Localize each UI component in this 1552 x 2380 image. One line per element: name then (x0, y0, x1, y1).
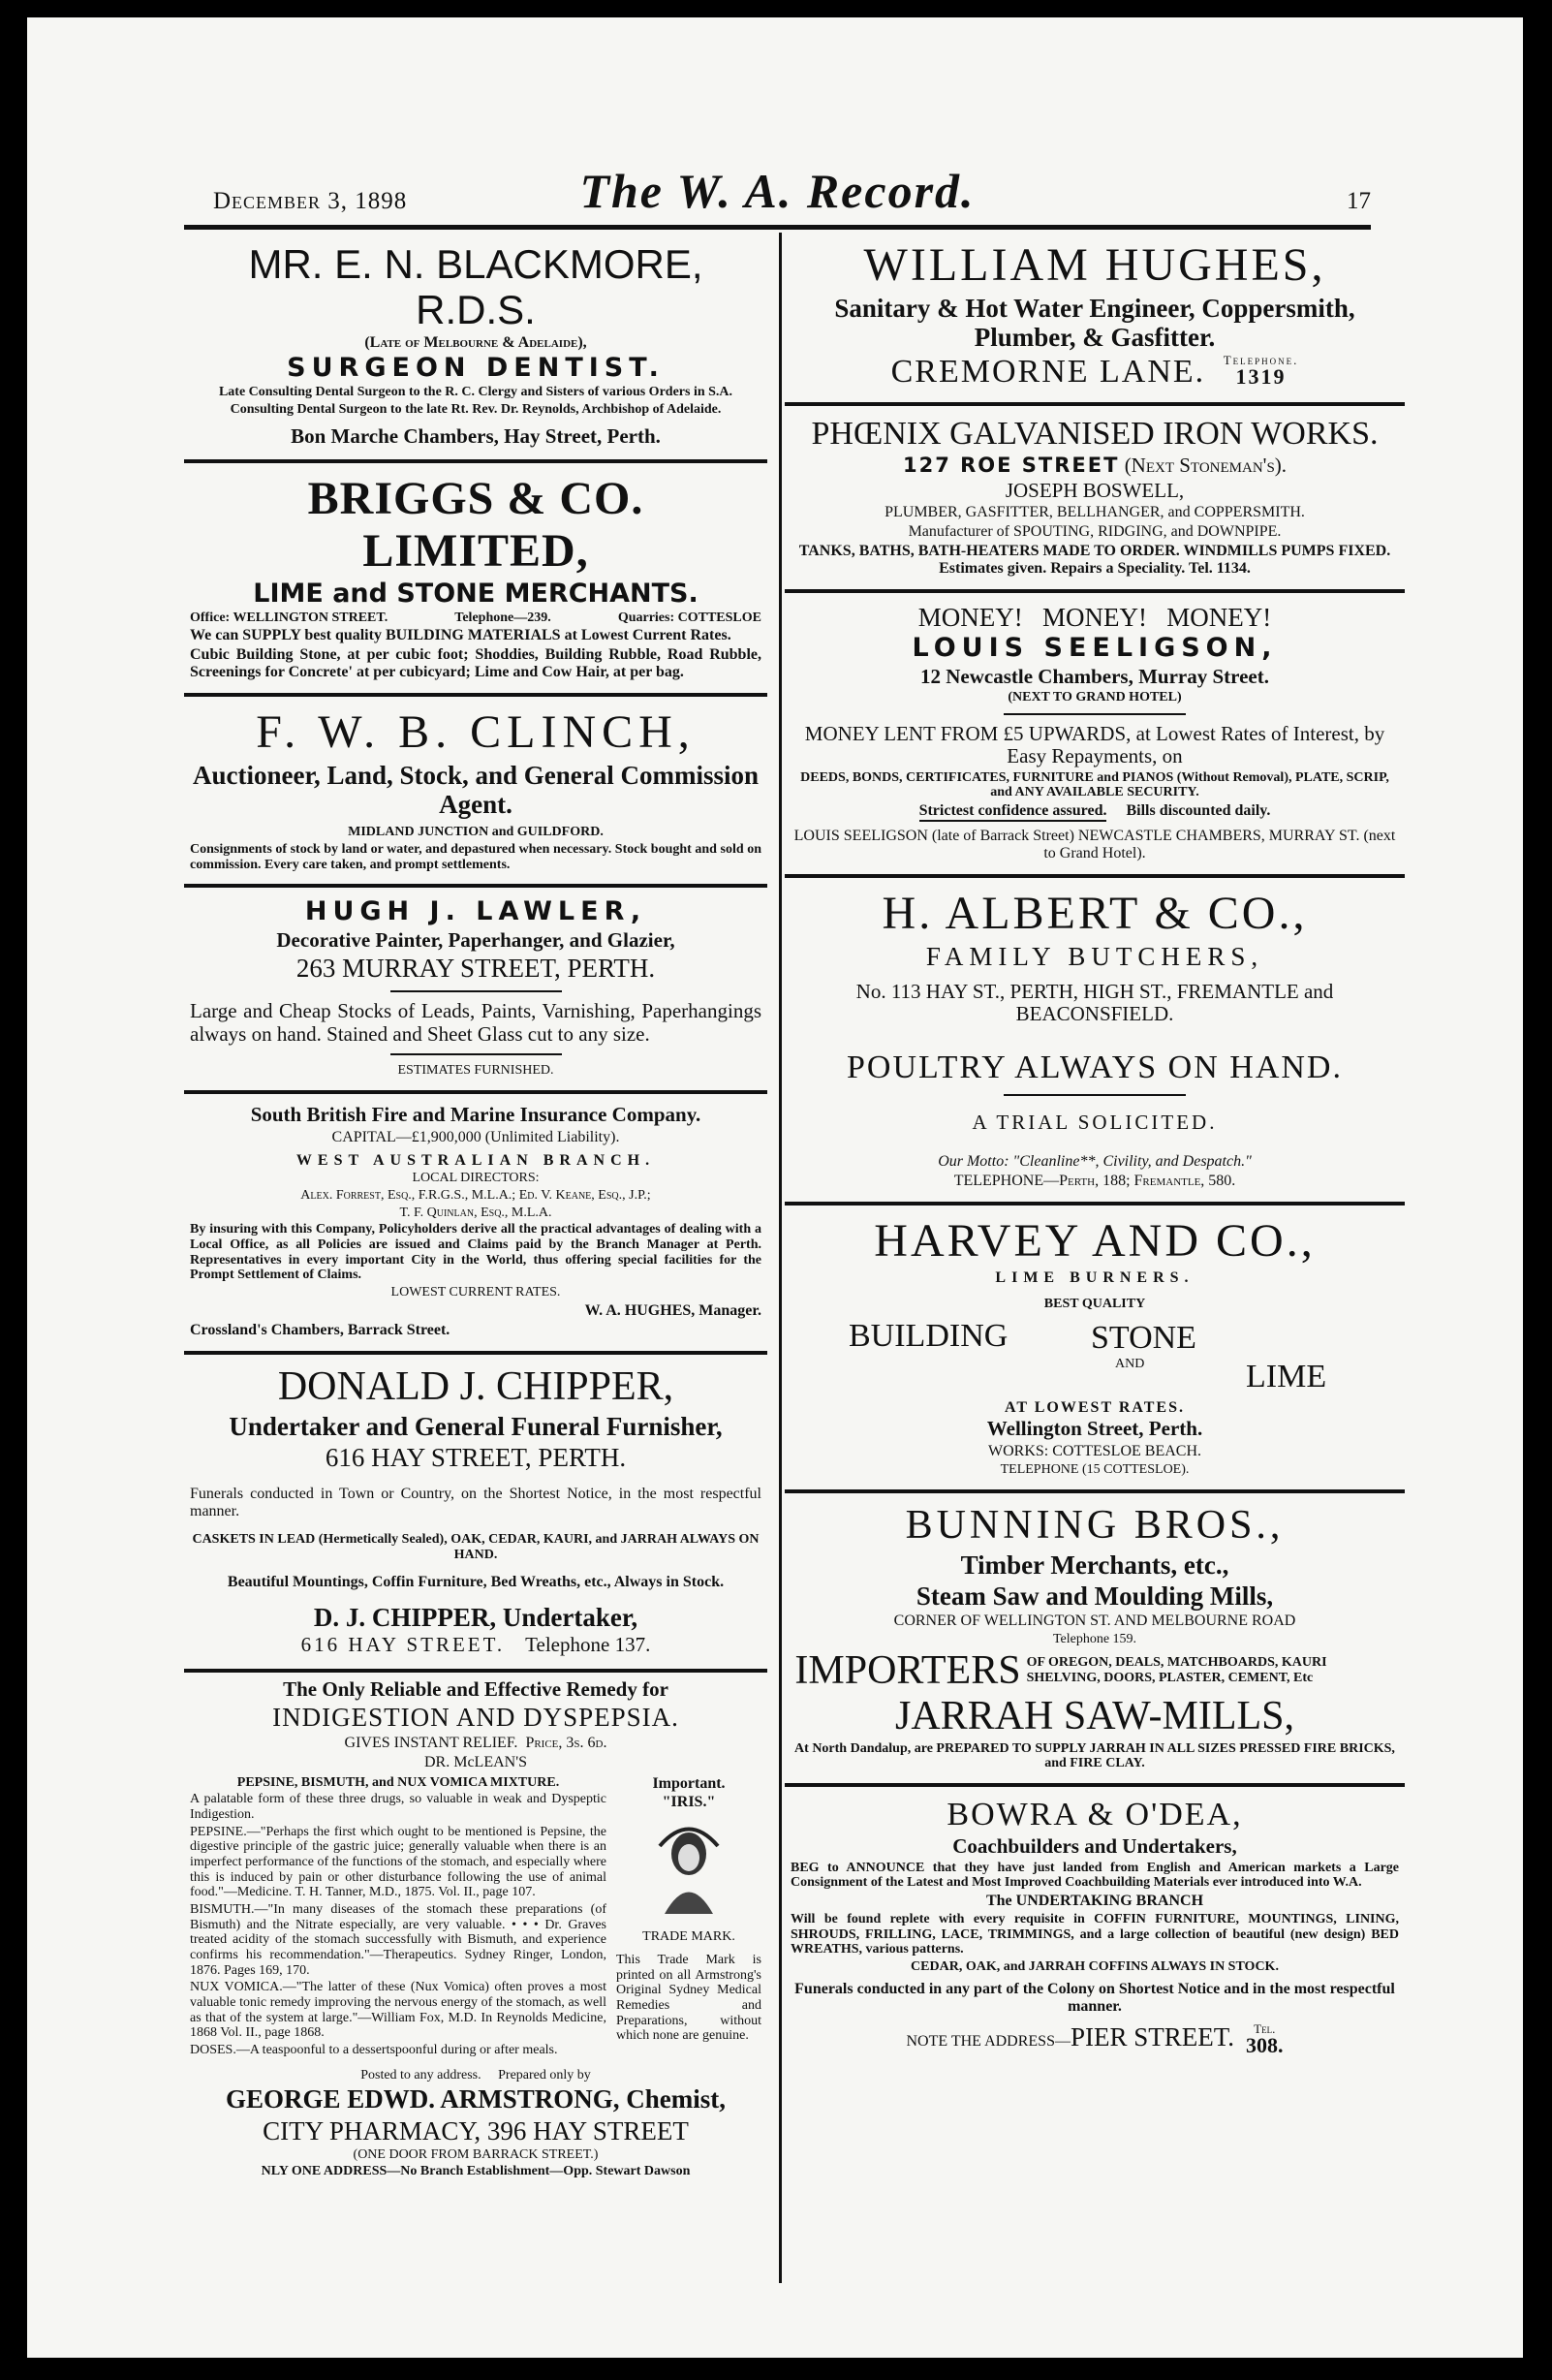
ad-remedy-pharmacy: CITY PHARMACY, 396 HAY STREET (263, 2115, 689, 2145)
ad-albert-sub: FAMILY BUTCHERS, (925, 941, 1264, 971)
ad-bowra-tel: 308. (1246, 2033, 1284, 2058)
ad-insurance-dir2: T. F. Quinlan, Esq., M.L.A. (399, 1205, 552, 1220)
ad-harvey-stone: STONE (1091, 1319, 1196, 1356)
column-divider (779, 233, 782, 2283)
ad-blackmore-address: Bon Marche Chambers, Hay Street, Perth. (291, 423, 661, 448)
ad-briggs-name: BRIGGS & CO. LIMITED, (307, 473, 644, 577)
ad-lawler-sub: Decorative Painter, Paperhanger, and Glazier, (276, 927, 675, 952)
ad-remedy-relief-line (190, 1735, 761, 1752)
ad-money-strict-line (791, 802, 1399, 822)
ad-remedy-trademark: TRADE MARK. (642, 1929, 735, 1945)
ad-albert-rule (1004, 1094, 1186, 1096)
ad-remedy-relief: GIVES INSTANT RELIEF. (344, 1734, 518, 1751)
ad-remedy-iris: "IRIS." (662, 1794, 716, 1811)
ad-briggs-quarries: Quarries: COTTESLOE (617, 610, 761, 625)
ad-briggs-sub: LIME and STONE MERCHANTS. (253, 578, 698, 609)
ad-harvey-name: HARVEY AND CO., (874, 1215, 1316, 1268)
ad-chipper-address: 616 HAY STREET, PERTH. (325, 1442, 627, 1472)
ad-clinch-sub: Auctioneer, Land, Stock, and General Commission Agent. (192, 760, 760, 820)
ad-harvey (785, 1206, 1405, 1492)
ad-hughes-address: CREMORNE LANE. (890, 354, 1206, 391)
ad-chipper (184, 1355, 767, 1673)
ad-chipper-caskets: CASKETS IN LEAD (Hermetically Sealed), OAK, CEDAR, KAURI, and JARRAH ALWAYS ON HAND. (192, 1531, 760, 1562)
ad-bunning (785, 1493, 1405, 1788)
ad-harvey-rates: AT LOWEST RATES. (1005, 1398, 1185, 1416)
ad-remedy-mixture: PEPSINE, BISMUTH, and NUX VOMICA MIXTURE. (236, 1774, 560, 1790)
ad-insurance-chambers: Crossland's Chambers, Barrack Street. (190, 1321, 450, 1338)
ad-bunning-name: BUNNING BROS., (905, 1502, 1285, 1548)
ad-blackmore (184, 237, 767, 463)
ad-remedy-doctor: DR. McLEAN'S (424, 1753, 527, 1770)
ad-phoenix-owner: JOSEPH BOSWELL, (1005, 478, 1185, 502)
ad-remedy-prepared: Prepared only by (498, 2067, 591, 2082)
ad-insurance-dir1: Alex. Forrest, Esq., F.R.G.S., M.L.A.; Ed. V. Keane, Esq., J.P.; (300, 1188, 651, 1204)
ad-harvey-works: WORKS: COTTESLOE BEACH. (988, 1442, 1201, 1459)
ad-clinch-name: F. W. B. CLINCH, (256, 706, 696, 759)
ad-briggs-contact (190, 611, 761, 626)
ad-money-deeds: DEEDS, BONDS, CERTIFICATES, FURNITURE and PIANOS (Without Removal), PLATE, SCRIP, and ANY AVAILABLE SECURITY. (800, 769, 1389, 800)
ad-chipper-sig-tel: Telephone 137. (525, 1633, 651, 1657)
ad-albert (785, 878, 1405, 1206)
ad-money-footer: LOUIS SEELIGSON (late of Barrack Street) NEWCASTLE CHAMBERS, MURRAY ST. (next to Grand Hotel). (793, 827, 1396, 861)
ad-harvey-sub: LIME BURNERS. (995, 1268, 1195, 1286)
ad-remedy-posted: Posted to any address. (360, 2067, 481, 2082)
ad-remedy-sidebar (616, 1773, 761, 2060)
ad-remedy-only: NLY ONE ADDRESS—No Branch Establishment—Opp. Stewart Dawson (261, 2164, 691, 2179)
ad-bowra-branch-body: Will be found replete with every requisite in COFFIN FURNITURE, MOUNTINGS, LINING, SHROUDS, FRILLING, LACE, TRIMMINGS, and a large collection of beautiful (new design) BED WREATHS, various patterns. (791, 1911, 1399, 1957)
ad-lawler-address: 263 MURRAY STREET, PERTH. (295, 954, 656, 984)
ad-remedy-bismuth: BISMUTH.—"In many diseases of the stomach these preparations (of Bismuth) and the Nitrate especially, are very valuable. • • • Dr. Graves treated acidity of the stomach successfully with Bismuth, and experience confirms his recommendation."—Therapeutics. Sydney Ringer, London, 1876. Pages 169, 170. (190, 1901, 606, 1978)
ad-blackmore-name: MR. E. N. BLACKMORE, R.D.S. (248, 241, 703, 333)
ad-remedy-price: Price, 3s. 6d. (525, 1734, 607, 1751)
ad-harvey-best: BEST QUALITY (1043, 1296, 1146, 1311)
ad-remedy-tm-text: This Trade Mark is printed on all Armstrong's Original Sydney Medical Remedies and Preparations, without which none are genuine. (616, 1952, 761, 2044)
ad-blackmore-line2: Consulting Dental Surgeon to the late Rt. Rev. Dr. Reynolds, Archbishop of Adelaide. (230, 401, 722, 417)
ad-briggs-stone: Cubic Building Stone, at per cubic foot; Shoddies, Building Rubble, Road Rubble, Screenings for Concrete' at per cubicyard; Lime and Cow Hair, at per bag. (190, 646, 761, 681)
ad-albert-motto: Our Motto: "Cleanline**, Civility, and Despatch." (938, 1153, 1252, 1171)
ad-albert-name: H. ALBERT & CO., (882, 887, 1308, 939)
ad-bowra (785, 1787, 1405, 2068)
ad-money (785, 593, 1405, 878)
ad-remedy (184, 1673, 767, 2191)
ad-briggs-tel: Telephone—239. (454, 610, 551, 625)
ad-bunning-imp-items: OF OREGON, DEALS, MATCHBOARDS, KAURI SHELVING, DOORS, PLASTER, CEMENT, Etc (1026, 1654, 1327, 1685)
ad-bowra-sub: Coachbuilders and Undertakers, (952, 1834, 1237, 1859)
ad-harvey-and: AND (1115, 1356, 1145, 1371)
ad-lawler-rule (390, 990, 562, 992)
ad-harvey-materials (791, 1314, 1399, 1397)
ad-bowra-tel-label: Tel. (1254, 2021, 1276, 2037)
ad-bunning-corner: CORNER OF WELLINGTON ST. AND MELBOURNE ROAD (893, 1613, 1296, 1630)
ad-phoenix (785, 406, 1405, 593)
ad-briggs-supply: We can SUPPLY best quality BUILDING MATERIALS at Lowest Current Rates. (190, 627, 731, 644)
ad-hughes-address-line (791, 354, 1399, 391)
ad-money-address: 12 Newcastle Chambers, Murray Street. (919, 664, 1269, 688)
ad-clinch-place: MIDLAND JUNCTION and GUILDFORD. (348, 825, 604, 840)
ad-bowra-pier: PIER STREET. (1070, 2022, 1234, 2052)
ad-insurance-body: By insuring with this Company, Policyholders derive all the practical advantages of dealing with a Local Office, as all Policies are issued and Claims paid by the Branch Manager at Perth. Representatives in every important City in the World, thus offering special facilities for the Prompt Settlement of Claims. (190, 1222, 761, 1283)
ad-remedy-body (190, 1773, 761, 2060)
ad-insurance-branch: WEST AUSTRALIAN BRANCH. (295, 1151, 656, 1169)
masthead: The W. A. Record. (579, 164, 976, 218)
ad-money-lent: MONEY LENT FROM £5 UPWARDS, at Lowest Rates of Interest, by Easy Repayments, on (804, 721, 1385, 768)
ad-blackmore-title: SURGEON DENTIST. (287, 352, 665, 383)
ad-remedy-important: Important. (652, 1774, 726, 1792)
ad-money-head: MONEY! MONEY! MONEY! (917, 603, 1272, 633)
ad-remedy-intro: A palatable form of these three drugs, so valuable in weak and Dyspeptic Indigestion. (190, 1792, 606, 1822)
ad-lawler-est: ESTIMATES FURNISHED. (397, 1063, 554, 1079)
ad-harvey-tel: TELEPHONE (15 COTTESLOE). (1000, 1461, 1190, 1477)
ad-insurance-manager: W. A. HUGHES, Manager. (584, 1301, 761, 1319)
header-rule (184, 225, 1371, 230)
ad-harvey-building: BUILDING (849, 1317, 1009, 1354)
ad-chipper-sig-addr: 616 HAY STREET. (300, 1633, 506, 1657)
ad-chipper-body: Funerals conducted in Town or Country, on the Shortest Notice, in the most respectful manner. (190, 1486, 761, 1520)
ad-insurance (184, 1094, 767, 1355)
ad-remedy-title: INDIGESTION AND DYSPEPSIA. (272, 1703, 679, 1733)
ad-bowra-name: BOWRA & O'DEA, (947, 1797, 1243, 1833)
right-column (785, 237, 1405, 2068)
ad-phoenix-address: 127 ROE STREET (902, 454, 1120, 478)
ad-remedy-nux: NUX VOMICA.—"The latter of these (Nux Vomica) often proves a most valuable tonic remedy improving the nervous energy of the stomach, as well as that of the system at large."—William Fox, M.D. In Reynolds Medicine, 1868 Vol. II., page 1868. (190, 1980, 606, 2041)
ad-hughes (785, 237, 1405, 406)
ad-albert-telephone: TELEPHONE—Perth, 188; Fremantle, 580. (953, 1173, 1236, 1190)
iris-trademark-icon (645, 1817, 732, 1924)
ad-phoenix-name: PHŒNIX GALVANISED IRON WORKS. (811, 416, 1379, 453)
ad-briggs (184, 463, 767, 697)
ad-lawler (184, 888, 767, 1094)
ad-bunning-jarrah: JARRAH SAW-MILLS, (894, 1693, 1294, 1738)
ad-remedy-pepsine: PEPSINE.—"Perhaps the first which ought to be mentioned is Pepsine, the digestive principle of the gastric juice; generally valuable when there is an imperfect performance of the functions of the stomach, and especially where this is induced by pain or other disturbance following the use of animal food."—Medicine. T. H. Tanner, M.D., 1875. Vol. II., page 107. (190, 1824, 606, 1900)
ad-remedy-text (190, 1773, 606, 2060)
ad-bowra-coffins: CEDAR, OAK, and JARRAH COFFINS ALWAYS IN STOCK. (911, 1958, 1279, 1974)
page-number: 17 (1347, 188, 1371, 214)
ad-harvey-street: Wellington Street, Perth. (986, 1417, 1203, 1441)
ad-remedy-top: The Only Reliable and Effective Remedy for (283, 1676, 668, 1701)
ad-chipper-sig: D. J. CHIPPER, Undertaker, (313, 1603, 638, 1633)
ad-bunning-tel: Telephone 159. (1052, 1631, 1137, 1646)
ad-albert-poultry: POULTRY ALWAYS ON HAND. (847, 1049, 1343, 1085)
ad-remedy-chemist: GEORGE EDWD. ARMSTRONG, Chemist, (225, 2084, 727, 2114)
ad-insurance-name: South British Fire and Marine Insurance Company. (250, 1103, 701, 1127)
ad-chipper-mountings: Beautiful Mountings, Coffin Furniture, Bed Wreaths, etc., Always in Stock. (227, 1574, 725, 1591)
ad-phoenix-next: (Next Stoneman's). (1124, 454, 1288, 478)
ad-hughes-tel-label: Telephone. (1223, 353, 1299, 368)
ad-phoenix-trades: PLUMBER, GASFITTER, BELLHANGER, and COPPERSMITH. (885, 504, 1305, 521)
ad-hughes-name: WILLIAM HUGHES, (863, 239, 1326, 291)
ad-phoenix-tanks: TANKS, BATHS, BATH-HEATERS MADE TO ORDER. WINDMILLS PUMPS FIXED. Estimates given. Repairs a Speciality. Tel. 1134. (798, 543, 1391, 578)
ad-clinch (184, 697, 767, 888)
ad-bunning-mills: Steam Saw and Moulding Mills, (916, 1581, 1274, 1611)
ad-hughes-tel: 1319 (1235, 364, 1287, 390)
ad-phoenix-address-line (791, 454, 1399, 478)
ad-lawler-body: Large and Cheap Stocks of Leads, Paints, Varnishing, Paperhangings always on hand. Stained and Sheet Glass cut to any size. (190, 999, 761, 1046)
ad-remedy-posted-line (190, 2068, 761, 2083)
ad-clinch-body: Consignments of stock by land or water, and depastured when necessary. Stock bought and sold on commission. Every care taken, and prompt settlements. (190, 842, 761, 872)
ad-bowra-address-line (791, 2022, 1399, 2056)
ad-money-strict: Strictest confidence assured. (919, 802, 1107, 822)
ad-hughes-sub: Sanitary & Hot Water Engineer, Coppersmith, Plumber, & Gasfitter. (834, 293, 1355, 352)
ad-money-next: (NEXT TO GRAND HOTEL) (1008, 690, 1182, 705)
ad-briggs-office: Office: WELLINGTON STREET. (190, 610, 388, 625)
ad-money-name: LOUIS SEELIGSON, (912, 633, 1278, 664)
ad-money-bills: Bills discounted daily. (1126, 802, 1271, 820)
ad-lawler-name: HUGH J. LAWLER, (304, 896, 647, 927)
ad-albert-address: No. 113 HAY ST., PERTH, HIGH ST., FREMANTLE and BEACONSFIELD. (855, 979, 1334, 1026)
ad-chipper-sub: Undertaker and General Funeral Furnisher, (229, 1411, 723, 1441)
ad-blackmore-line1: Late Consulting Dental Surgeon to the R. C. Clergy and Sisters of various Orders in S.A. (218, 385, 733, 400)
page-header (184, 163, 1371, 223)
ad-remedy-door: (ONE DOOR FROM BARRACK STREET.) (353, 2146, 599, 2162)
left-column (184, 237, 767, 2191)
ad-insurance-directors: LOCAL DIRECTORS: (412, 1171, 540, 1186)
ad-bowra-body: BEG to ANNOUNCE that they have just landed from English and American markets a Large Consignment of the Latest and Most Improved Coachbuilding Materials ever introduced into W.A. (791, 1860, 1399, 1891)
ad-remedy-doses: DOSES.—A teaspoonful to a dessertspoonful during or after meals. (190, 2042, 558, 2057)
ad-bowra-tel-block (1246, 2022, 1284, 2056)
ad-bunning-importers-label: IMPORTERS (794, 1647, 1021, 1693)
ad-bunning-sub: Timber Merchants, etc., (960, 1550, 1229, 1580)
ad-bunning-importers (791, 1649, 1399, 1692)
ad-bowra-note: NOTE THE ADDRESS— (906, 2033, 1071, 2051)
ad-chipper-sig-line (190, 1634, 761, 1657)
ad-phoenix-manuf: Manufacturer of SPOUTING, RIDGING, and DOWNPIPE. (908, 523, 1282, 541)
ad-chipper-name: DONALD J. CHIPPER, (277, 1363, 674, 1409)
ad-insurance-capital: CAPITAL—£1,900,000 (Unlimited Liability). (331, 1128, 620, 1145)
ad-albert-trial: A TRIAL SOLICITED. (972, 1110, 1218, 1134)
ad-bowra-funerals: Funerals conducted in any part of the Colony on Shortest Notice and in the most respectful manner. (794, 1980, 1395, 2015)
ad-hughes-tel-block (1224, 354, 1299, 388)
ad-money-rule (1004, 713, 1186, 715)
ad-bowra-branch: The UNDERTAKING BRANCH (985, 1893, 1204, 1910)
ad-lawler-rule-2 (390, 1053, 562, 1055)
issue-date: December 3, 1898 (213, 188, 408, 214)
ad-harvey-lime: LIME (1246, 1358, 1327, 1394)
ad-insurance-rates: LOWEST CURRENT RATES. (390, 1285, 561, 1300)
ad-blackmore-late: (Late of Melbourne & Adelaide), (364, 334, 587, 352)
ad-bunning-dandalup: At North Dandalup, are PREPARED TO SUPPLY JARRAH IN ALL SIZES PRESSED FIRE BRICKS, and FIRE CLAY. (794, 1740, 1395, 1771)
